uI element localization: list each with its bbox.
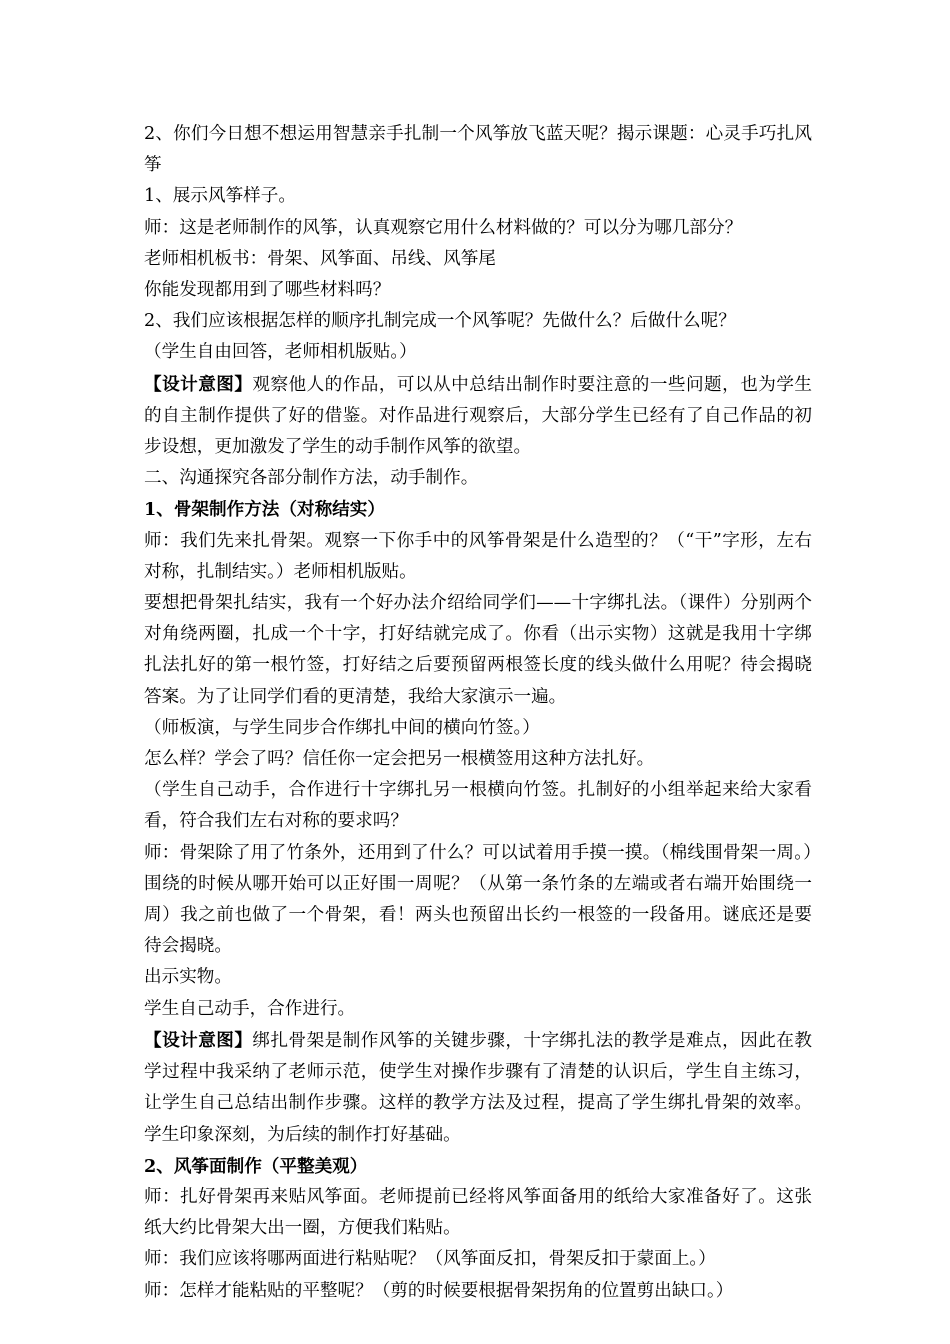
design-intent-text: 绑扎骨架是制作风筝的关键步骤，十字绑扎法的教学是难点，因此在教学过程中我采纳了老师示范，使学生对操作步骤有了清楚的认识后，学生自主练习，让学生自己总结出制作步骤。这样的教学方法及过程，提高了学生绑扎骨架的效率。学生印象深刻，为后续的制作打好基础。 bbox=[144, 1030, 812, 1145]
paragraph-13: （师板演，与学生同步合作绑扎中间的横向竹签。） bbox=[144, 717, 540, 738]
paragraph-3: 师：这是老师制作的风筝，认真观察它用什么材料做的？可以分为哪几部分？ bbox=[144, 217, 743, 238]
paragraph-5: 你能发现都用到了哪些材料吗？ bbox=[144, 280, 391, 301]
paragraph-2: 1、展示风筝样子。 bbox=[144, 186, 296, 207]
paragraph-6: 2、我们应该根据怎样的顺序扎制完成一个风筝呢？先做什么？后做什么呢？ bbox=[144, 311, 736, 332]
paragraph-11: 师：我们先来扎骨架。观察一下你手中的风筝骨架是什么造型的？（“干”字形，左右对称，扎制结实。）老师相机版贴。 bbox=[144, 530, 812, 582]
paragraph-14: 怎么样？学会了吗？信任你一定会把另一根横签用这种方法扎好。 bbox=[144, 749, 655, 770]
paragraph-21: 师：扎好骨架再来贴风筝面。老师提前已经将风筝面备用的纸给大家准备好了。这张纸大约比骨架大出一圈，方便我们粘贴。 bbox=[144, 1186, 812, 1239]
section-heading-kite-face: 2、风筝面制作（平整美观） bbox=[144, 1155, 368, 1177]
paragraph-12: 要想把骨架扎结实，我有一个好办法介绍给同学们——十字绑扎法。（课件）分别两个对角绕两圈，扎成一个十字，打好结就完成了。你看（出示实物）这就是我用十字绑扎法扎好的第一根竹签，打好结之后要预留两根签长度的线头做什么用呢？待会揭晓答案。为了让同学们看的更清楚，我给大家演示一遍。 bbox=[144, 593, 812, 707]
paragraph-4: 老师相机板书：骨架、风筝面、吊线、风筝尾 bbox=[144, 248, 496, 269]
paragraph-17: 出示实物。 bbox=[144, 967, 232, 988]
design-intent-tag: 【设计意图】 bbox=[144, 373, 253, 395]
document-page bbox=[144, 119, 812, 1307]
design-intent-text: 观察他人的作品，可以从中总结出制作时要注意的一些问题，也为学生的自主制作提供了好的借鉴。对作品进行观察后，大部分学生已经有了自己作品的初步设想，更加激发了学生的动手制作风筝的欲望。 bbox=[144, 374, 812, 458]
design-intent-tag: 【设计意图】 bbox=[144, 1029, 253, 1051]
paragraph-9: 二、沟通探究各部分制作方法，动手制作。 bbox=[144, 468, 479, 489]
paragraph-1: 2、你们今日想不想运用智慧亲手扎制一个风筝放飞蓝天呢？揭示课题：心灵手巧扎风筝 bbox=[144, 124, 812, 176]
paragraph-16: 师：骨架除了用了竹条外，还用到了什么？可以试着用手摸一摸。（棉线围骨架一周。）围绕的时候从哪开始可以正好围一周呢？（从第一条竹条的左端或者右端开始围绕一周）我之前也做了一个骨架，看！两头也预留出长约一根签的一段备用。谜底还是要待会揭晓。 bbox=[144, 842, 812, 957]
paragraph-23: 师：怎样才能粘贴的平整呢？（剪的时候要根据骨架拐角的位置剪出缺口。） bbox=[144, 1280, 734, 1301]
paragraph-15: （学生自己动手，合作进行十字绑扎另一根横向竹签。扎制好的小组举起来给大家看看，符合我们左右对称的要求吗？ bbox=[144, 780, 812, 832]
section-heading-skeleton: 1、骨架制作方法（对称结实） bbox=[144, 499, 385, 521]
design-intent-paragraph-2 bbox=[144, 1025, 812, 1151]
paragraph-7: （学生自由回答，老师相机版贴。） bbox=[144, 342, 417, 363]
paragraph-18: 学生自己动手，合作进行。 bbox=[144, 998, 356, 1019]
paragraph-22: 师：我们应该将哪两面进行粘贴呢？（风筝面反扣，骨架反扣于蒙面上。） bbox=[144, 1249, 716, 1270]
design-intent-paragraph-1 bbox=[144, 369, 812, 464]
